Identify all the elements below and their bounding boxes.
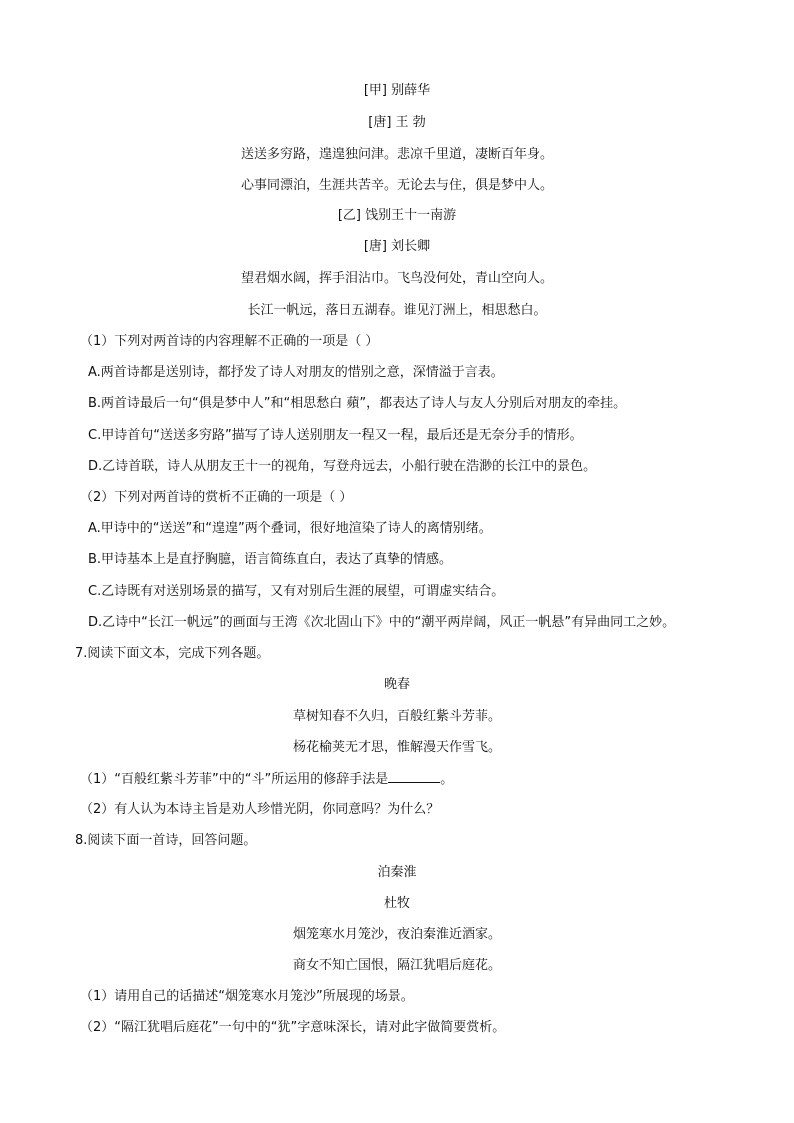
question-7-sub-2: （2）有人认为本诗主旨是劝人珍惜光阴，你同意吗？为什么？: [80, 802, 440, 817]
poem-boqinhuai-title: 泊秦淮: [377, 865, 417, 880]
poem-yi-title: [乙] 饯别王十一南游: [337, 208, 457, 223]
question-7-sub-1-text: （1）“百般红紫斗芳菲”中的“斗”所运用的修辞手法是: [80, 772, 389, 787]
question-6-1-option-a: A.两首诗都是送别诗，都抒发了诗人对朋友的惜别之意，深情溢于言表。: [88, 365, 504, 380]
poem-wanchun-line: 草树知春不久归，百般红紫斗芳菲。: [292, 709, 501, 724]
question-6-1-stem: （1）下列对两首诗的内容理解不正确的一项是（ ）: [80, 334, 379, 349]
poem-jia-line: 送送多穷路，遑遑独问津。悲凉千里道，凄断百年身。: [240, 147, 553, 162]
answer-blank[interactable]: [388, 770, 440, 783]
poem-wanchun-line: 杨花榆荚无才思，惟解漫天作雪飞。: [292, 740, 501, 755]
poem-boqinhuai-author: 杜牧: [383, 896, 410, 911]
question-6-2-option-d: D.乙诗中“长江一帆远”的画面与王湾《次北固山下》中的“潮平两岸阔，风正一帆悬”有异曲同工之妙。: [88, 615, 676, 630]
question-6-1-option-b: B.两首诗最后一句“俱是梦中人”和“相思愁白 蘋”，都表达了诗人与友人分别后对朋友的牵挂。: [88, 396, 627, 411]
question-6-2-option-c: C.乙诗既有对送别场景的描写，又有对别后生涯的展望，可谓虚实结合。: [88, 584, 505, 599]
question-6-1-option-c: C.甲诗首句“送送多穷路”描写了诗人送别朋友一程又一程，最后还是无奈分手的情形。: [88, 428, 583, 443]
poem-jia-author: [唐] 王 勃: [368, 115, 426, 130]
question-6-2-option-b: B.甲诗基本上是直抒胸臆，语言简练直白，表达了真挚的情感。: [88, 552, 453, 567]
question-6-1-option-d: D.乙诗首联，诗人从朋友王十一的视角，写登舟远去，小船行驶在浩渺的长江中的景色。: [88, 459, 597, 474]
question-6-2-stem: （2）下列对两首诗的赏析不正确的一项是（ ）: [80, 490, 353, 505]
question-8-sub-2: （2）“隔江犹唱后庭花”一句中的“犹”字意味深长，请对此字做简要赏析。: [80, 1020, 506, 1035]
poem-yi-author: [唐] 刘长卿: [363, 239, 431, 254]
poem-boqinhuai-line: 商女不知亡国恨，隔江犹唱后庭花。: [292, 958, 501, 973]
question-7-sub-1: [80, 770, 453, 789]
question-7-sub-1-end: 。: [440, 772, 454, 787]
poem-yi-line: 望君烟水阔，挥手泪沾巾。飞鸟没何处，青山空向人。: [240, 271, 553, 286]
question-6-2-option-a: A.甲诗中的“送送”和“遑遑”两个叠词，很好地渲染了诗人的离情别绪。: [88, 521, 492, 536]
poem-boqinhuai-line: 烟笼寒水月笼沙，夜泊秦淮近酒家。: [292, 927, 501, 942]
question-8-sub-1: （1）请用自己的话描述“烟笼寒水月笼沙”所展现的场景。: [80, 989, 414, 1004]
poem-yi-line: 长江一帆远，落日五湖春。谁见汀洲上，相思愁白。: [247, 303, 547, 318]
question-7-heading: 7.阅读下面文本，完成下列各题。: [75, 646, 270, 661]
poem-jia-line: 心事同漂泊，生涯共苦辛。无论去与住，俱是梦中人。: [240, 178, 553, 193]
question-8-heading: 8.阅读下面一首诗，回答问题。: [75, 833, 257, 848]
poem-jia-title: [甲] 别薛华: [363, 83, 431, 98]
poem-wanchun-title: 晚春: [383, 677, 410, 692]
